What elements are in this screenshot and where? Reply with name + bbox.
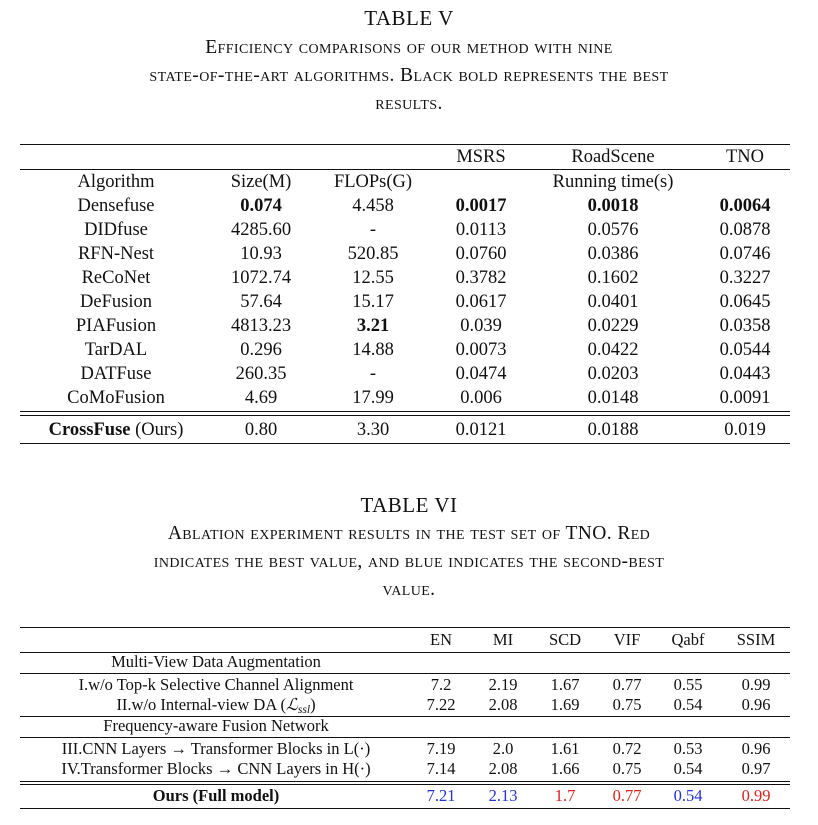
flops-cell: 17.99 [352, 388, 394, 408]
vif-cell: 0.77 [612, 786, 642, 805]
msrs-cell: 0.039 [460, 316, 502, 336]
variant-label: IV.Transformer Blocks → CNN Layers in H(·) [61, 759, 371, 778]
table5-header-msrs: MSRS [456, 147, 506, 167]
algorithm-cell: TarDAL [84, 340, 148, 360]
loss-subscript: ssl [297, 703, 311, 716]
ours-name: CrossFuse [48, 420, 131, 440]
algorithm-cell: CoMoFusion [67, 388, 165, 408]
table6-caption-line3: value. [382, 579, 436, 600]
table6-header-qabf: Qabf [671, 630, 705, 649]
qabf-cell: 0.54 [673, 695, 703, 714]
qabf-cell: 0.54 [673, 786, 703, 805]
table5-header-size: Size(M) [230, 172, 292, 192]
msrs-cell: 0.0121 [455, 420, 507, 440]
roadscene-cell: 0.0203 [587, 364, 639, 384]
roadscene-cell: 0.0148 [587, 388, 639, 408]
scd-cell: 1.66 [550, 759, 580, 778]
en-cell: 7.19 [426, 739, 456, 758]
full-model-label: Ours (Full model) [152, 786, 280, 805]
en-cell: 7.2 [430, 675, 452, 694]
flops-cell: 520.85 [347, 244, 399, 264]
msrs-cell: 0.0474 [455, 364, 507, 384]
tno-cell: 0.0091 [719, 388, 771, 408]
table6-header-scd: SCD [548, 630, 582, 649]
table5-header-flops: FLOPs(G) [333, 172, 413, 192]
size-cell: 57.64 [240, 292, 282, 312]
msrs-cell: 0.0073 [455, 340, 507, 360]
table5-header-rule [20, 169, 790, 170]
flops-cell: 15.17 [352, 292, 394, 312]
algorithm-cell: RFN-Nest [77, 244, 155, 264]
table6-section2-rule [20, 737, 790, 738]
table6-caption-line2: indicates the best value, and blue indicates the second-best [153, 551, 665, 572]
msrs-cell: 0.0617 [455, 292, 507, 312]
section-label-fusion-network: Frequency-aware Fusion Network [103, 716, 329, 735]
algorithm-cell: PIAFusion [75, 316, 157, 336]
flops-cell: 3.21 [356, 316, 390, 336]
roadscene-cell: 0.0401 [587, 292, 639, 312]
table5-double-rule-bottom [20, 415, 790, 416]
roadscene-cell: 0.0422 [587, 340, 639, 360]
msrs-cell: 0.0017 [455, 196, 507, 216]
algorithm-cell: ReCoNet [81, 268, 151, 288]
vif-cell: 0.75 [612, 759, 642, 778]
table5-header-roadscene: RoadScene [571, 147, 655, 167]
flops-cell: - [369, 364, 377, 384]
table6-header-mi: MI [492, 630, 514, 649]
roadscene-cell: 0.0229 [587, 316, 639, 336]
ssim-cell: 0.99 [741, 675, 771, 694]
msrs-cell: 0.006 [460, 388, 502, 408]
table6-header-en: EN [430, 630, 452, 649]
tno-cell: 0.0358 [719, 316, 771, 336]
roadscene-cell: 0.1602 [587, 268, 639, 288]
table5-header-tno: TNO [725, 147, 765, 167]
size-cell: 0.074 [240, 196, 282, 216]
mi-cell: 2.13 [488, 786, 518, 805]
table6-double-rule-bottom [20, 784, 790, 785]
table5-header-running-time: Running time(s) [552, 172, 674, 192]
roadscene-cell: 0.0386 [587, 244, 639, 264]
tno-cell: 0.3227 [719, 268, 771, 288]
algorithm-cell-ours [49, 419, 184, 441]
table5-caption-line1: Efficiency comparisons of our method with nine [205, 37, 613, 58]
vif-cell: 0.77 [612, 675, 642, 694]
ssim-cell: 0.97 [741, 759, 771, 778]
mi-cell: 2.08 [488, 695, 518, 714]
table6-caption-line1: Ablation experiment results in the test set of TNO. Red [167, 523, 651, 544]
scd-cell: 1.69 [550, 695, 580, 714]
scd-cell: 1.7 [554, 786, 576, 805]
ssim-cell: 0.96 [741, 695, 771, 714]
tno-cell: 0.0645 [719, 292, 771, 312]
vif-cell: 0.75 [612, 695, 642, 714]
size-cell: 260.35 [235, 364, 287, 384]
size-cell: 4.69 [244, 388, 278, 408]
variant-label: III.CNN Layers → Transformer Blocks in L(·) [61, 739, 371, 758]
label-suffix: ) [310, 695, 316, 714]
mi-cell: 2.08 [488, 759, 518, 778]
table6-header-vif: VIF [613, 630, 641, 649]
msrs-cell: 0.0113 [455, 220, 507, 240]
algorithm-cell: Densefuse [77, 196, 155, 216]
tno-cell: 0.0878 [719, 220, 771, 240]
size-cell: 4813.23 [230, 316, 292, 336]
table6-header-ssim: SSIM [736, 630, 776, 649]
variant-label: I.w/o Top-k Selective Channel Alignment [78, 675, 354, 694]
en-cell: 7.21 [426, 786, 456, 805]
tno-cell: 0.0443 [719, 364, 771, 384]
roadscene-cell: 0.0018 [587, 196, 639, 216]
tno-cell: 0.019 [724, 420, 766, 440]
roadscene-cell: 0.0576 [587, 220, 639, 240]
table5-bottom-rule [20, 443, 790, 444]
msrs-cell: 0.3782 [455, 268, 507, 288]
mi-cell: 2.19 [488, 675, 518, 694]
size-cell: 1072.74 [230, 268, 292, 288]
ssim-cell: 0.99 [741, 786, 771, 805]
section-label-augmentation: Multi-View Data Augmentation [111, 652, 321, 671]
table6-section1-rule [20, 673, 790, 674]
qabf-cell: 0.54 [673, 759, 703, 778]
table5-top-rule [20, 144, 790, 145]
tno-cell: 0.0544 [719, 340, 771, 360]
label-prefix: II.w/o Internal-view DA ( [116, 695, 286, 714]
scd-cell: 1.67 [550, 675, 580, 694]
ours-suffix: (Ours) [135, 420, 184, 440]
table6-double-rule-top [20, 781, 790, 782]
msrs-cell: 0.0760 [455, 244, 507, 264]
table5-caption-line3: results. [375, 93, 443, 114]
size-cell: 0.296 [240, 340, 282, 360]
table6-bottom-rule [20, 808, 790, 809]
loss-symbol: ℒ [285, 695, 298, 714]
qabf-cell: 0.55 [673, 675, 703, 694]
ssim-cell: 0.96 [741, 739, 771, 758]
flops-cell: - [369, 220, 377, 240]
qabf-cell: 0.53 [673, 739, 703, 758]
size-cell: 4285.60 [230, 220, 292, 240]
table6-title: TABLE VI [360, 493, 458, 517]
flops-cell: 4.458 [352, 196, 394, 216]
table5-caption-line2: state-of-the-art algorithms. Black bold represents the best [149, 65, 669, 86]
roadscene-cell: 0.0188 [587, 420, 639, 440]
size-cell: 0.80 [244, 420, 278, 440]
tno-cell: 0.0746 [719, 244, 771, 264]
en-cell: 7.14 [426, 759, 456, 778]
flops-cell: 3.30 [356, 420, 390, 440]
flops-cell: 12.55 [352, 268, 394, 288]
mi-cell: 2.0 [492, 739, 514, 758]
table6-top-rule [20, 627, 790, 628]
en-cell: 7.22 [426, 695, 456, 714]
table5-title: TABLE V [364, 6, 454, 30]
algorithm-cell: DeFusion [80, 292, 152, 312]
flops-cell: 14.88 [352, 340, 394, 360]
table5-double-rule-top [20, 411, 790, 412]
algorithm-cell: DATFuse [80, 364, 152, 384]
algorithm-cell: DIDfuse [84, 220, 148, 240]
size-cell: 10.93 [240, 244, 282, 264]
table5-header-algorithm: Algorithm [77, 172, 155, 192]
vif-cell: 0.72 [612, 739, 642, 758]
tno-cell: 0.0064 [719, 196, 771, 216]
scd-cell: 1.61 [550, 739, 580, 758]
